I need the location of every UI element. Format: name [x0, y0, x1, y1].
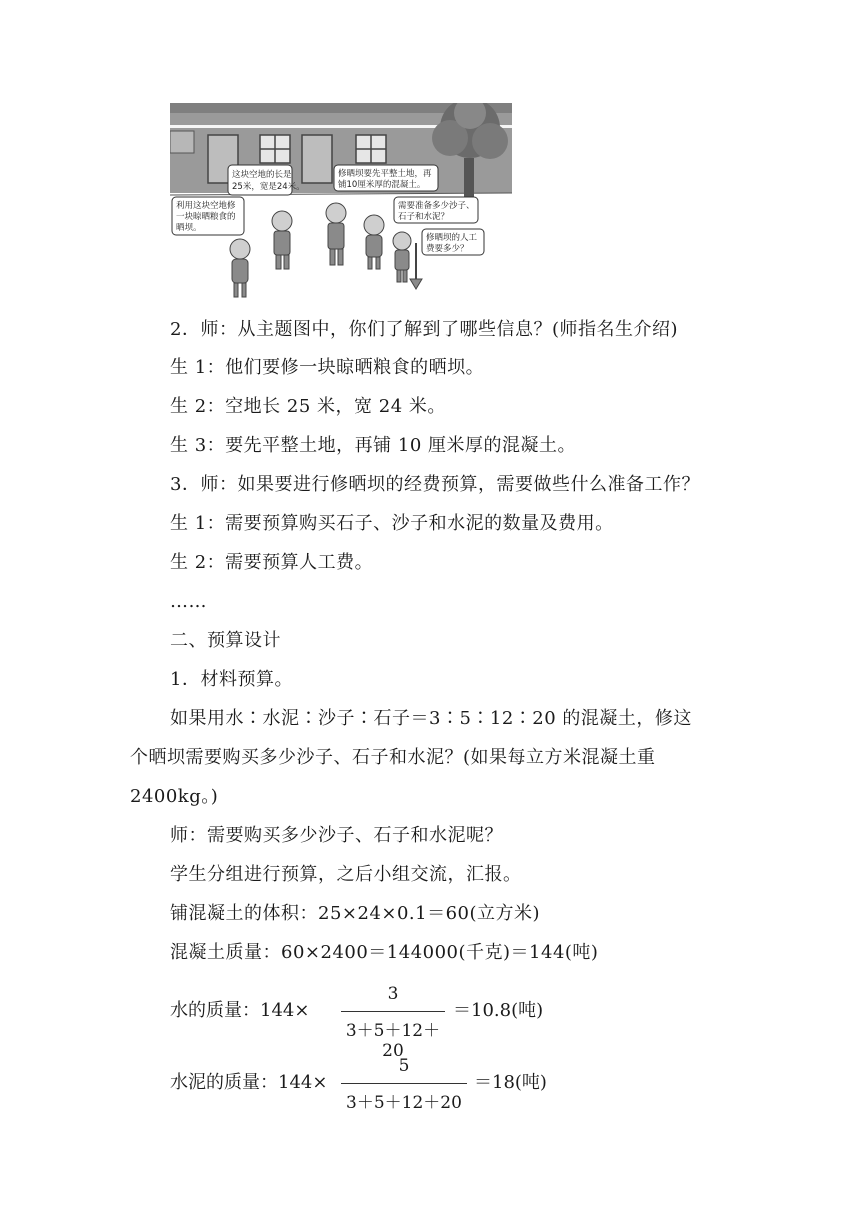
svg-text:需要准备多少沙子、: 需要准备多少沙子、 — [398, 201, 475, 211]
text-line-student-answer-1: 生 1：需要预算购买石子、沙子和水泥的数量及费用。 — [170, 513, 614, 534]
text-line-ellipsis: …… — [170, 591, 207, 612]
speech-bubble-2 — [334, 165, 438, 191]
subheading-material-budget: 1．材料预算。 — [170, 669, 293, 690]
svg-text:铺10厘米厚的混凝土。: 铺10厘米厚的混凝土。 — [338, 180, 426, 190]
text-line-teacher-question-2: 2．师：从主题图中，你们了解到了哪些信息？(师指名生介绍) — [170, 319, 678, 340]
text-line-teacher-ask: 师：需要购买多少沙子、石子和水泥呢？ — [170, 825, 503, 846]
formula-water-prefix: 水的质量：144× — [170, 1000, 310, 1021]
svg-text:修晒坝要先平整土地，再: 修晒坝要先平整土地，再 — [338, 169, 432, 179]
speech-bubble-4 — [394, 197, 478, 223]
text-line-teacher-question-3: 3．师：如果要进行修晒坝的经费预算，需要做些什么准备工作？ — [170, 474, 700, 495]
fraction-denominator: 3＋5＋12＋20 — [346, 1093, 462, 1113]
formula-cement-result: ＝18(吨) — [474, 1072, 547, 1093]
text-line-problem-2: 个晒坝需要购买多少沙子、石子和水泥？(如果每立方米混凝土重 — [130, 747, 656, 768]
text-line-student-2: 生 2：空地长 25 米，宽 24 米。 — [170, 396, 446, 417]
fraction-denominator: 3＋5＋12＋20 — [345, 1021, 441, 1061]
text-line-student-3: 生 3：要先平整土地，再铺 10 厘米厚的混凝土。 — [170, 435, 577, 456]
svg-text:费要多少？: 费要多少？ — [426, 244, 469, 254]
text-line-mass: 混凝土质量：60×2400＝144000(千克)＝144(吨) — [170, 942, 599, 963]
fraction-bar — [341, 1011, 445, 1012]
svg-text:石子和水泥？: 石子和水泥？ — [398, 212, 450, 222]
text-line-student-answer-2: 生 2：需要预算人工费。 — [170, 552, 374, 573]
speech-bubble-5 — [422, 229, 484, 255]
text-line-volume: 铺混凝土的体积：25×24×0.1＝60(立方米) — [170, 903, 541, 924]
text-line-problem-3: 2400kg。) — [130, 786, 219, 807]
svg-text:晒坝。: 晒坝。 — [176, 223, 202, 233]
svg-text:一块晾晒粮食的: 一块晾晒粮食的 — [176, 212, 236, 222]
theme-illustration — [170, 103, 512, 300]
svg-text:修晒坝的人工: 修晒坝的人工 — [426, 233, 478, 243]
formula-cement-fraction — [341, 1056, 467, 1112]
illustration-svg — [170, 103, 512, 300]
door-2 — [302, 135, 332, 183]
fraction-bar — [341, 1083, 467, 1084]
section-heading-budget-design: 二、预算设计 — [170, 630, 281, 651]
speech-bubble-3 — [172, 197, 244, 235]
fraction-numerator: 5 — [398, 1056, 410, 1076]
svg-text:这块空地的长是: 这块空地的长是 — [232, 170, 292, 180]
formula-cement-prefix: 水泥的质量：144× — [170, 1072, 328, 1093]
text-line-group-work: 学生分组进行预算，之后小组交流，汇报。 — [170, 864, 522, 885]
formula-water-fraction — [341, 984, 445, 1061]
svg-text:利用这块空地修: 利用这块空地修 — [176, 201, 236, 211]
fraction-numerator: 3 — [387, 984, 399, 1004]
svg-text:25米，宽是24米。: 25米，宽是24米。 — [232, 182, 305, 192]
formula-water-result: ＝10.8(吨) — [453, 1000, 544, 1021]
text-line-problem-1: 如果用水∶水泥∶沙子∶石子＝3∶5∶12∶20 的混凝土，修这 — [170, 708, 692, 729]
text-line-student-1: 生 1：他们要修一块晾晒粮食的晒坝。 — [170, 357, 485, 378]
